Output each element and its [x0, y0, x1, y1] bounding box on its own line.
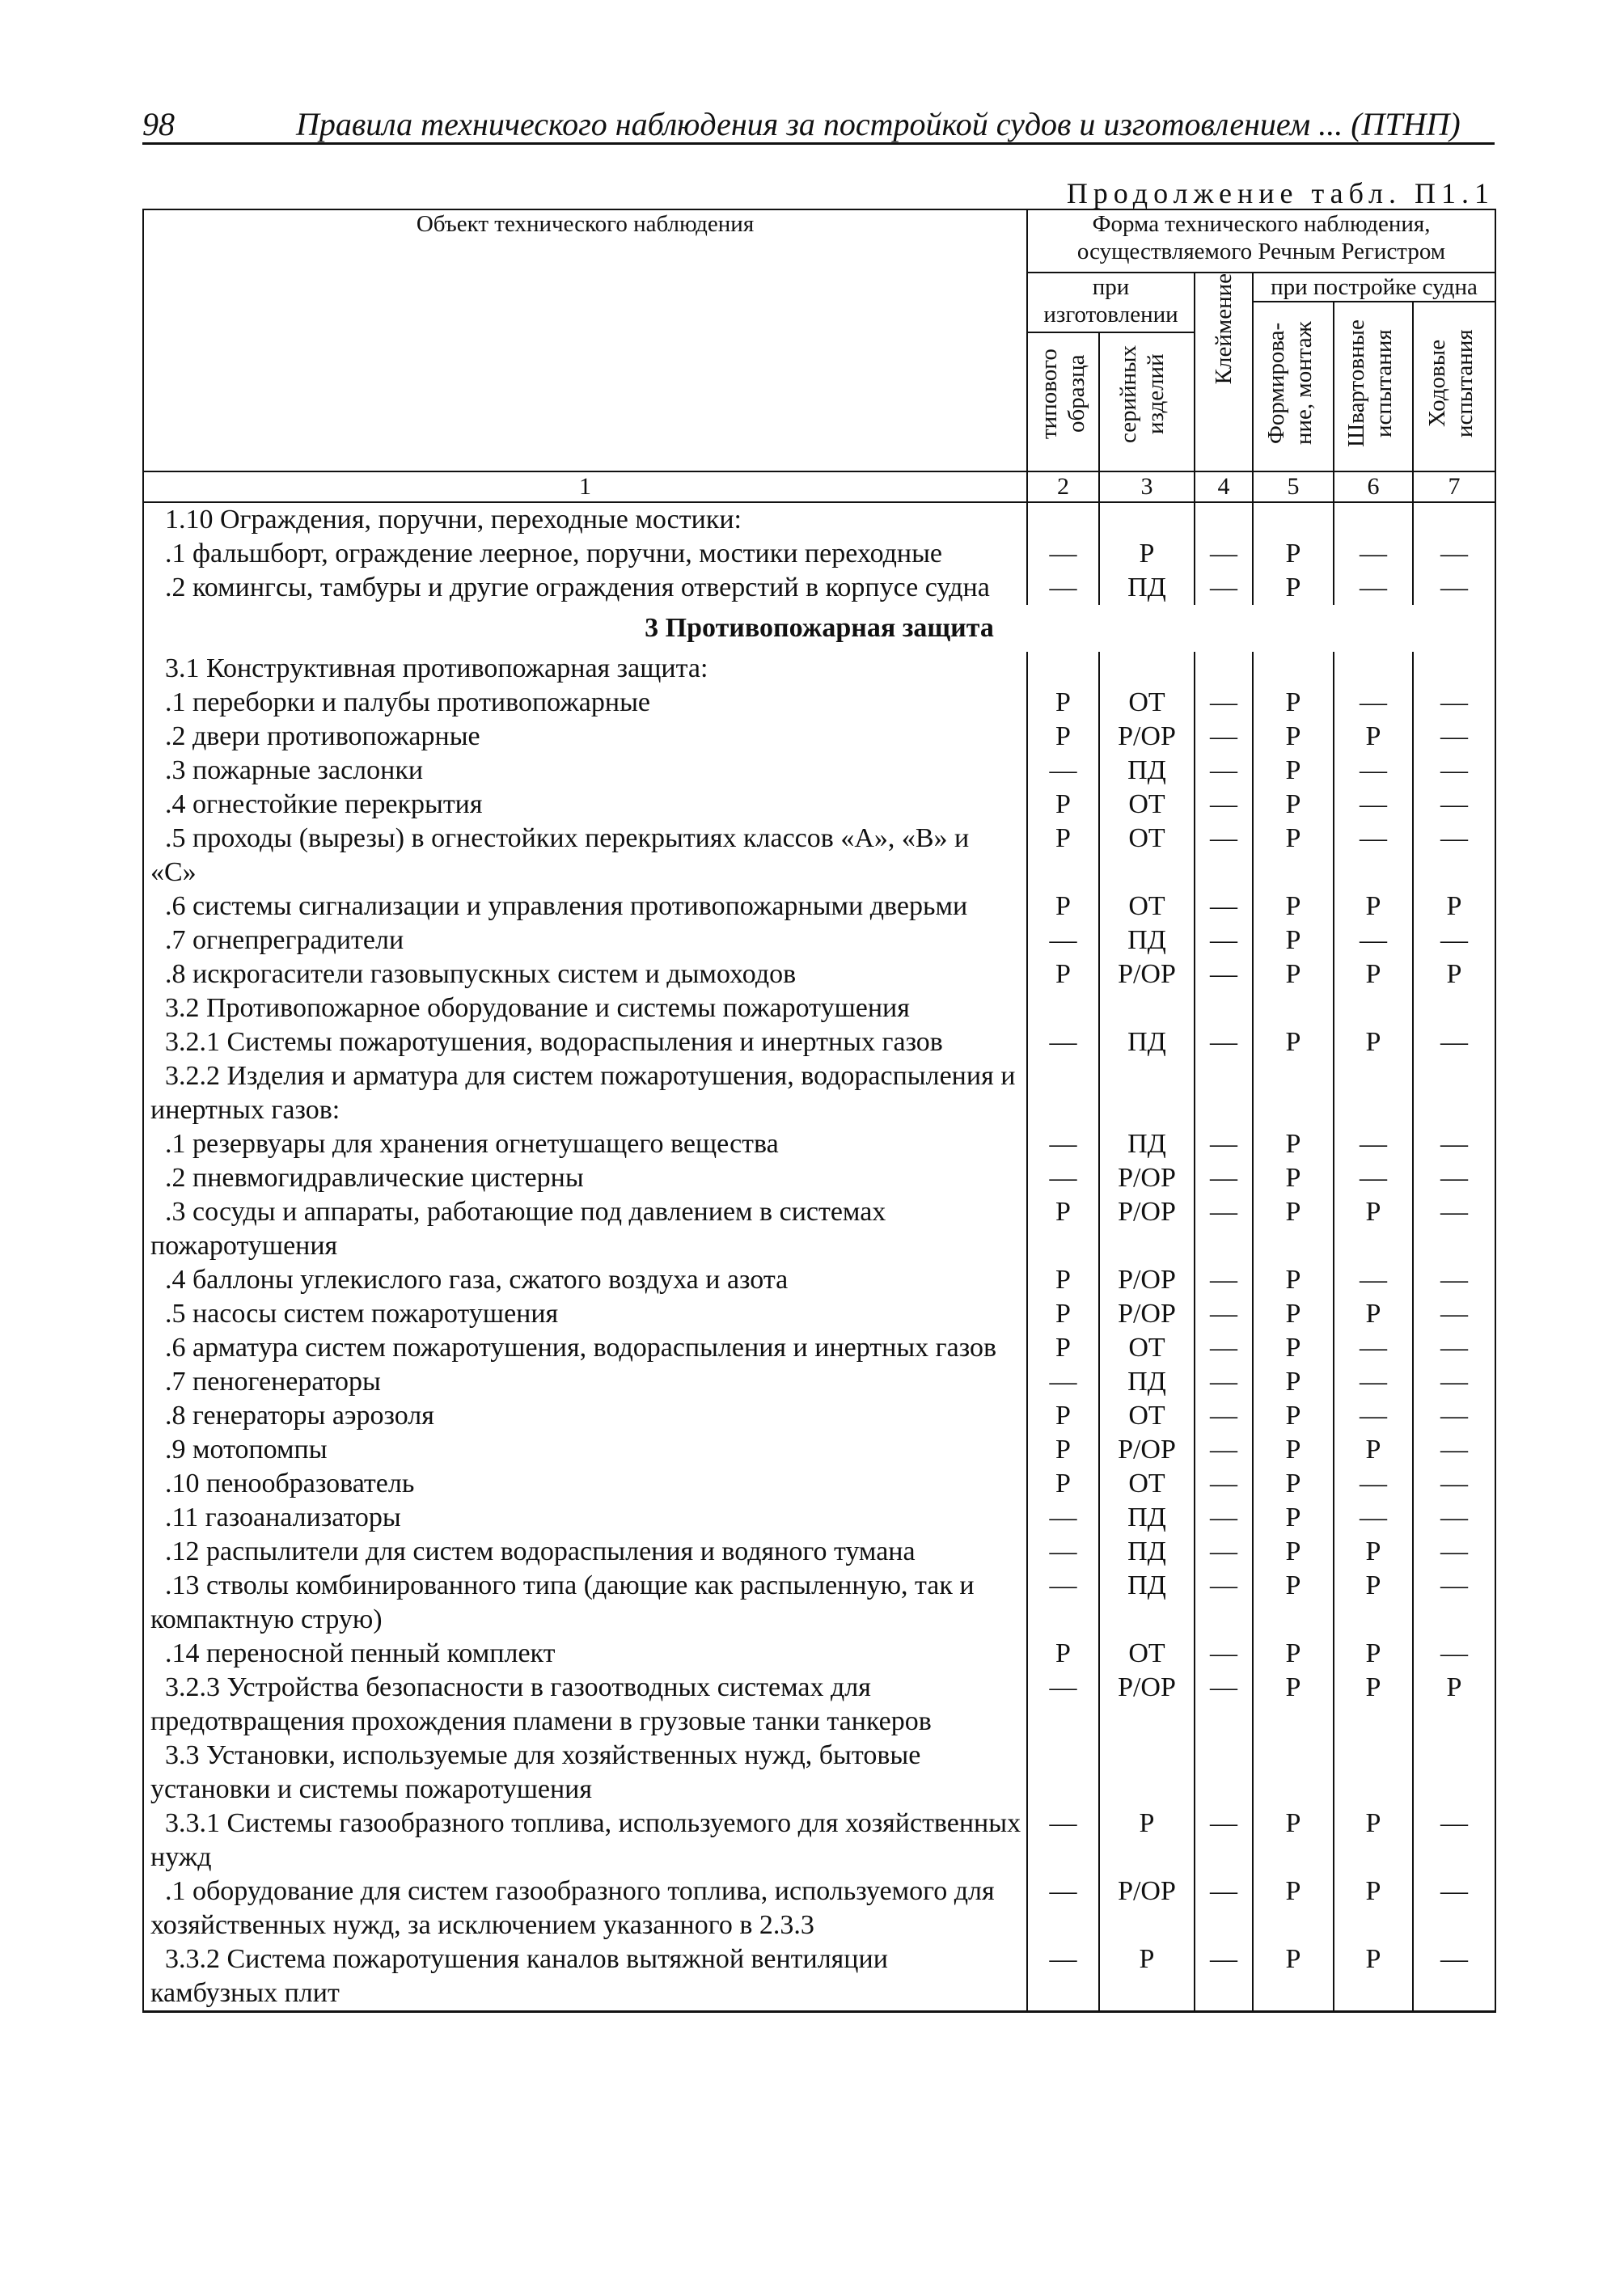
row-name: .2 пневмогидравлические цистерны [143, 1161, 1027, 1195]
cell-c7: — [1413, 1501, 1495, 1535]
cell-c7: — [1413, 571, 1495, 605]
cell-c7: — [1413, 1569, 1495, 1637]
cell-c2: Р [1027, 822, 1099, 890]
cell-c7: — [1413, 1875, 1495, 1942]
cell-c3: Р/ОР [1099, 720, 1195, 754]
cell-c7: — [1413, 1365, 1495, 1399]
row-name: .4 огнестойкие перекрытия [143, 788, 1027, 822]
cell-c6: — [1334, 1331, 1413, 1365]
cell-c6: — [1334, 1501, 1413, 1535]
cell-c4: — [1195, 1025, 1253, 1059]
cell-c4 [1195, 1059, 1253, 1127]
cell-c3: Р/ОР [1099, 1263, 1195, 1297]
cell-c5: Р [1253, 1195, 1334, 1263]
cell-c7: — [1413, 1195, 1495, 1263]
cell-c5: Р [1253, 1875, 1334, 1942]
cell-c5: Р [1253, 1263, 1334, 1297]
cell-c4: — [1195, 822, 1253, 890]
cell-c5 [1253, 1739, 1334, 1807]
cell-c7: — [1413, 1297, 1495, 1331]
cell-c2 [1027, 502, 1099, 537]
cell-c6 [1334, 991, 1413, 1025]
cell-c6: — [1334, 1365, 1413, 1399]
cell-c7: — [1413, 720, 1495, 754]
cell-c7: — [1413, 1161, 1495, 1195]
cell-c6: Р [1334, 1875, 1413, 1942]
cell-c5: Р [1253, 1127, 1334, 1161]
column-number: 5 [1253, 471, 1334, 502]
table-row [143, 1501, 1495, 1535]
cell-c4: — [1195, 686, 1253, 720]
row-name: 3.2.3 Устройства безопасности в газоотводных системах для предотвращения прохождения пламени в грузовые танки танкеров [143, 1671, 1027, 1739]
cell-c4: — [1195, 1807, 1253, 1875]
cell-c3 [1099, 1059, 1195, 1127]
cell-c6: — [1334, 1127, 1413, 1161]
cell-c5 [1253, 991, 1334, 1025]
cell-c2: — [1027, 754, 1099, 788]
table-row [143, 754, 1495, 788]
table-row [143, 1637, 1495, 1671]
cell-c4: — [1195, 1365, 1253, 1399]
row-name: .14 переносной пенный комплект [143, 1637, 1027, 1671]
cell-c4 [1195, 991, 1253, 1025]
cell-c4: — [1195, 1195, 1253, 1263]
cell-c2: — [1027, 1671, 1099, 1739]
row-name: .8 искрогасители газовыпускных систем и дымоходов [143, 957, 1027, 991]
cell-c5: Р [1253, 1025, 1334, 1059]
cell-c2: — [1027, 1501, 1099, 1535]
cell-c4: — [1195, 1399, 1253, 1433]
header-manufacture: при изготовлении [1027, 273, 1195, 332]
table-row [143, 1671, 1495, 1739]
cell-c4: — [1195, 1569, 1253, 1637]
column-number: 4 [1195, 471, 1253, 502]
cell-c3: ПД [1099, 1569, 1195, 1637]
cell-c6: Р [1334, 1807, 1413, 1875]
table-row [143, 1942, 1495, 2012]
row-name: 3.2.2 Изделия и арматура для систем пожаротушения, водораспыления и инертных газов: [143, 1059, 1027, 1127]
row-name: .12 распылители для систем водораспыления и водяного тумана [143, 1535, 1027, 1569]
table-row [143, 957, 1495, 991]
table-row [143, 822, 1495, 890]
column-number: 3 [1099, 471, 1195, 502]
cell-c7: — [1413, 754, 1495, 788]
column-number: 6 [1334, 471, 1413, 502]
row-name: .6 арматура систем пожаротушения, водораспыления и инертных газов [143, 1331, 1027, 1365]
cell-c7: — [1413, 1535, 1495, 1569]
row-name: .3 пожарные заслонки [143, 754, 1027, 788]
cell-c3 [1099, 652, 1195, 686]
column-numbers-row [143, 471, 1495, 502]
cell-c6: Р [1334, 1942, 1413, 2012]
table-row [143, 571, 1495, 605]
cell-c6: — [1334, 1467, 1413, 1501]
cell-c2 [1027, 652, 1099, 686]
cell-c3: ПД [1099, 1025, 1195, 1059]
row-name: .5 проходы (вырезы) в огнестойких перекрытиях классов «А», «В» и «С» [143, 822, 1027, 890]
row-name: .1 фальшборт, ограждение леерное, поручни, мостики переходные [143, 537, 1027, 571]
header-object: Объект технического наблюдения [143, 209, 1027, 471]
row-name: .13 стволы комбинированного типа (дающие как распыленную, так и компактную струю) [143, 1569, 1027, 1637]
cell-c6: Р [1334, 957, 1413, 991]
cell-c2: Р [1027, 957, 1099, 991]
cell-c2: Р [1027, 1399, 1099, 1433]
cell-c3: ОТ [1099, 822, 1195, 890]
cell-c5 [1253, 1059, 1334, 1127]
column-number: 2 [1027, 471, 1099, 502]
row-name: .5 насосы систем пожаротушения [143, 1297, 1027, 1331]
cell-c4: — [1195, 890, 1253, 924]
cell-c5: Р [1253, 1501, 1334, 1535]
cell-c3 [1099, 1739, 1195, 1807]
row-name: .9 мотопомпы [143, 1433, 1027, 1467]
cell-c6: — [1334, 537, 1413, 571]
cell-c4: — [1195, 788, 1253, 822]
row-name: .10 пенообразователь [143, 1467, 1027, 1501]
table-row [143, 1263, 1495, 1297]
cell-c2: Р [1027, 1331, 1099, 1365]
cell-c5: Р [1253, 571, 1334, 605]
table-row [143, 924, 1495, 957]
cell-c2: — [1027, 1025, 1099, 1059]
cell-c4: — [1195, 1671, 1253, 1739]
cell-c3 [1099, 991, 1195, 1025]
cell-c2: — [1027, 1535, 1099, 1569]
table-row [143, 890, 1495, 924]
cell-c3: Р [1099, 537, 1195, 571]
cell-c4: — [1195, 537, 1253, 571]
cell-c3: Р [1099, 1942, 1195, 2012]
cell-c4: — [1195, 1127, 1253, 1161]
cell-c2: Р [1027, 1263, 1099, 1297]
cell-c6: Р [1334, 1671, 1413, 1739]
table-row [143, 1807, 1495, 1875]
cell-c3: ОТ [1099, 788, 1195, 822]
row-name: .6 системы сигнализации и управления противопожарными дверьми [143, 890, 1027, 924]
cell-c7: — [1413, 822, 1495, 890]
cell-c2: Р [1027, 1297, 1099, 1331]
inspection-table [142, 209, 1496, 2013]
row-name: 3.2.1 Системы пожаротушения, водораспыления и инертных газов [143, 1025, 1027, 1059]
table-row [143, 1467, 1495, 1501]
cell-c2: — [1027, 1127, 1099, 1161]
section-heading: 3 Противопожарная защита [143, 605, 1495, 652]
cell-c5: Р [1253, 1331, 1334, 1365]
cell-c6 [1334, 1739, 1413, 1807]
row-name: .8 генераторы аэрозоля [143, 1399, 1027, 1433]
cell-c4: — [1195, 1942, 1253, 2012]
cell-c7: — [1413, 1433, 1495, 1467]
cell-c5: Р [1253, 822, 1334, 890]
cell-c5: Р [1253, 1297, 1334, 1331]
page-header [142, 100, 1495, 145]
cell-c6 [1334, 502, 1413, 537]
cell-c2: Р [1027, 1637, 1099, 1671]
row-name: 3.3 Установки, используемые для хозяйственных нужд, бытовые установки и системы пожаротушения [143, 1739, 1027, 1807]
cell-c2: — [1027, 571, 1099, 605]
row-name: .11 газоанализаторы [143, 1501, 1027, 1535]
page-number: 98 [142, 106, 175, 142]
column-number: 7 [1413, 471, 1495, 502]
cell-c3: ПД [1099, 1127, 1195, 1161]
header-col2: типового образца [1027, 332, 1099, 471]
cell-c2: Р [1027, 890, 1099, 924]
cell-c5: Р [1253, 1807, 1334, 1875]
table-continuation-label: Продолжение табл. П1.1 [1066, 177, 1495, 209]
table-row [143, 686, 1495, 720]
table-row [143, 1535, 1495, 1569]
header-col5: Формирова-ние, монтаж [1253, 302, 1334, 471]
table-row [143, 1399, 1495, 1433]
cell-c5: Р [1253, 1467, 1334, 1501]
cell-c6: — [1334, 1263, 1413, 1297]
table-row [143, 720, 1495, 754]
cell-c7: Р [1413, 890, 1495, 924]
cell-c5: Р [1253, 1161, 1334, 1195]
cell-c5: Р [1253, 754, 1334, 788]
cell-c5: Р [1253, 720, 1334, 754]
cell-c2: — [1027, 1807, 1099, 1875]
cell-c6: — [1334, 1399, 1413, 1433]
table-row [143, 1059, 1495, 1127]
cell-c6 [1334, 1059, 1413, 1127]
row-name: .7 пеногенераторы [143, 1365, 1027, 1399]
cell-c6: — [1334, 686, 1413, 720]
row-name: .1 оборудование для систем газообразного топлива, используемого для хозяйственных нужд, за исключением указанного в 2.3.3 [143, 1875, 1027, 1942]
table-row [143, 1433, 1495, 1467]
cell-c2: Р [1027, 788, 1099, 822]
cell-c6: Р [1334, 720, 1413, 754]
row-name: 1.10 Ограждения, поручни, переходные мостики: [143, 502, 1027, 537]
cell-c3: Р/ОР [1099, 957, 1195, 991]
cell-c2: — [1027, 537, 1099, 571]
cell-c3: ПД [1099, 754, 1195, 788]
cell-c3: ОТ [1099, 1637, 1195, 1671]
header-col7: Ходовые испытания [1413, 302, 1495, 471]
cell-c7 [1413, 1059, 1495, 1127]
running-title: Правила технического наблюдения за постройкой судов и изготовлением ... (ПТНП) [296, 106, 1461, 142]
cell-c3: ПД [1099, 924, 1195, 957]
cell-c6: Р [1334, 1637, 1413, 1671]
cell-c4: — [1195, 1263, 1253, 1297]
cell-c3: ОТ [1099, 686, 1195, 720]
cell-c6: — [1334, 822, 1413, 890]
cell-c5: Р [1253, 1399, 1334, 1433]
table-row [143, 788, 1495, 822]
cell-c5: Р [1253, 537, 1334, 571]
cell-c6: Р [1334, 1569, 1413, 1637]
cell-c4: — [1195, 571, 1253, 605]
table-row [143, 1025, 1495, 1059]
header-construction: при постройке судна [1253, 273, 1495, 302]
row-name: 3.3.1 Системы газообразного топлива, используемого для хозяйственных нужд [143, 1807, 1027, 1875]
cell-c4: — [1195, 1433, 1253, 1467]
row-name: .7 огнепреградители [143, 924, 1027, 957]
cell-c3: Р [1099, 1807, 1195, 1875]
cell-c3: ПД [1099, 1365, 1195, 1399]
table-row [143, 1195, 1495, 1263]
cell-c7 [1413, 991, 1495, 1025]
cell-c7: — [1413, 1637, 1495, 1671]
cell-c2: — [1027, 924, 1099, 957]
header-col3: серийных изделий [1099, 332, 1195, 471]
cell-c4: — [1195, 924, 1253, 957]
row-name: .4 баллоны углекислого газа, сжатого воздуха и азота [143, 1263, 1027, 1297]
cell-c5: Р [1253, 1569, 1334, 1637]
cell-c6: Р [1334, 1195, 1413, 1263]
cell-c3: Р/ОР [1099, 1875, 1195, 1942]
cell-c5: Р [1253, 1535, 1334, 1569]
cell-c7 [1413, 502, 1495, 537]
cell-c5: Р [1253, 1942, 1334, 2012]
cell-c2 [1027, 1739, 1099, 1807]
cell-c7: Р [1413, 957, 1495, 991]
cell-c2: Р [1027, 686, 1099, 720]
cell-c5: Р [1253, 890, 1334, 924]
cell-c6: — [1334, 924, 1413, 957]
cell-c3: Р/ОР [1099, 1195, 1195, 1263]
cell-c3: ОТ [1099, 1467, 1195, 1501]
cell-c7: — [1413, 686, 1495, 720]
table-row [143, 1127, 1495, 1161]
cell-c3: ПД [1099, 571, 1195, 605]
cell-c2: — [1027, 1161, 1099, 1195]
cell-c3: Р/ОР [1099, 1161, 1195, 1195]
cell-c5 [1253, 652, 1334, 686]
cell-c4: — [1195, 1297, 1253, 1331]
cell-c7: — [1413, 1467, 1495, 1501]
cell-c6: Р [1334, 1535, 1413, 1569]
cell-c5: Р [1253, 788, 1334, 822]
table-row [143, 502, 1495, 537]
cell-c7: Р [1413, 1671, 1495, 1739]
cell-c4: — [1195, 1467, 1253, 1501]
cell-c5: Р [1253, 924, 1334, 957]
cell-c4: — [1195, 754, 1253, 788]
row-name: .2 комингсы, тамбуры и другие ограждения отверстий в корпусе судна [143, 571, 1027, 605]
cell-c4: — [1195, 720, 1253, 754]
cell-c6: — [1334, 754, 1413, 788]
section-heading-row [143, 605, 1495, 652]
cell-c3: ОТ [1099, 1331, 1195, 1365]
cell-c2: — [1027, 1942, 1099, 2012]
cell-c6: — [1334, 788, 1413, 822]
cell-c6: — [1334, 1161, 1413, 1195]
cell-c7: — [1413, 924, 1495, 957]
cell-c7: — [1413, 1331, 1495, 1365]
row-name: 3.3.2 Система пожаротушения каналов вытяжной вентиляции камбузных плит [143, 1942, 1027, 2012]
table-row [143, 652, 1495, 686]
cell-c3: ОТ [1099, 890, 1195, 924]
cell-c7: — [1413, 1399, 1495, 1433]
cell-c4: — [1195, 1875, 1253, 1942]
cell-c6: Р [1334, 1433, 1413, 1467]
row-name: 3.1 Конструктивная противопожарная защита: [143, 652, 1027, 686]
cell-c6: Р [1334, 890, 1413, 924]
cell-c7 [1413, 652, 1495, 686]
table-row [143, 1365, 1495, 1399]
cell-c5: Р [1253, 1365, 1334, 1399]
row-name: 3.2 Противопожарное оборудование и системы пожаротушения [143, 991, 1027, 1025]
cell-c5: Р [1253, 1671, 1334, 1739]
cell-c2: Р [1027, 1433, 1099, 1467]
cell-c4: — [1195, 957, 1253, 991]
cell-c2: Р [1027, 1467, 1099, 1501]
table-row [143, 1161, 1495, 1195]
cell-c4: — [1195, 1161, 1253, 1195]
cell-c4: — [1195, 1331, 1253, 1365]
table-row [143, 537, 1495, 571]
cell-c4 [1195, 502, 1253, 537]
cell-c6: Р [1334, 1297, 1413, 1331]
table-row [143, 1331, 1495, 1365]
cell-c6: — [1334, 571, 1413, 605]
cell-c2: — [1027, 1569, 1099, 1637]
cell-c3: Р/ОР [1099, 1433, 1195, 1467]
header-col6: Швартовные испытания [1334, 302, 1413, 471]
cell-c2 [1027, 991, 1099, 1025]
cell-c5: Р [1253, 1433, 1334, 1467]
cell-c7: — [1413, 1263, 1495, 1297]
cell-c4 [1195, 652, 1253, 686]
cell-c5 [1253, 502, 1334, 537]
column-number: 1 [143, 471, 1027, 502]
row-name: .3 сосуды и аппараты, работающие под давлением в системах пожаротушения [143, 1195, 1027, 1263]
cell-c2 [1027, 1059, 1099, 1127]
header-form-group: Форма технического наблюдения, осуществляемого Речным Регистром [1027, 209, 1495, 273]
cell-c2: Р [1027, 720, 1099, 754]
cell-c2: Р [1027, 1195, 1099, 1263]
cell-c5: Р [1253, 686, 1334, 720]
row-name: .2 двери противопожарные [143, 720, 1027, 754]
cell-c7: — [1413, 1942, 1495, 2012]
cell-c7: — [1413, 1807, 1495, 1875]
cell-c7 [1413, 1739, 1495, 1807]
cell-c6: Р [1334, 1025, 1413, 1059]
cell-c5: Р [1253, 1637, 1334, 1671]
cell-c7: — [1413, 1127, 1495, 1161]
cell-c7: — [1413, 788, 1495, 822]
cell-c6 [1334, 652, 1413, 686]
cell-c3: Р/ОР [1099, 1297, 1195, 1331]
cell-c3: ПД [1099, 1501, 1195, 1535]
cell-c4: — [1195, 1637, 1253, 1671]
table-row [143, 1297, 1495, 1331]
table-row [143, 1739, 1495, 1807]
cell-c7: — [1413, 1025, 1495, 1059]
row-name: .1 резервуары для хранения огнетушащего вещества [143, 1127, 1027, 1161]
cell-c2: — [1027, 1875, 1099, 1942]
cell-c3: ПД [1099, 1535, 1195, 1569]
cell-c3 [1099, 502, 1195, 537]
cell-c5: Р [1253, 957, 1334, 991]
table-row [143, 1875, 1495, 1942]
cell-c4 [1195, 1739, 1253, 1807]
cell-c4: — [1195, 1535, 1253, 1569]
table-row [143, 1569, 1495, 1637]
cell-c7: — [1413, 537, 1495, 571]
row-name: .1 переборки и палубы противопожарные [143, 686, 1027, 720]
cell-c3: Р/ОР [1099, 1671, 1195, 1739]
cell-c2: — [1027, 1365, 1099, 1399]
table-row [143, 991, 1495, 1025]
table-body [143, 502, 1495, 2012]
cell-c3: ОТ [1099, 1399, 1195, 1433]
header-col4: Клеймение [1195, 273, 1253, 471]
cell-c4: — [1195, 1501, 1253, 1535]
